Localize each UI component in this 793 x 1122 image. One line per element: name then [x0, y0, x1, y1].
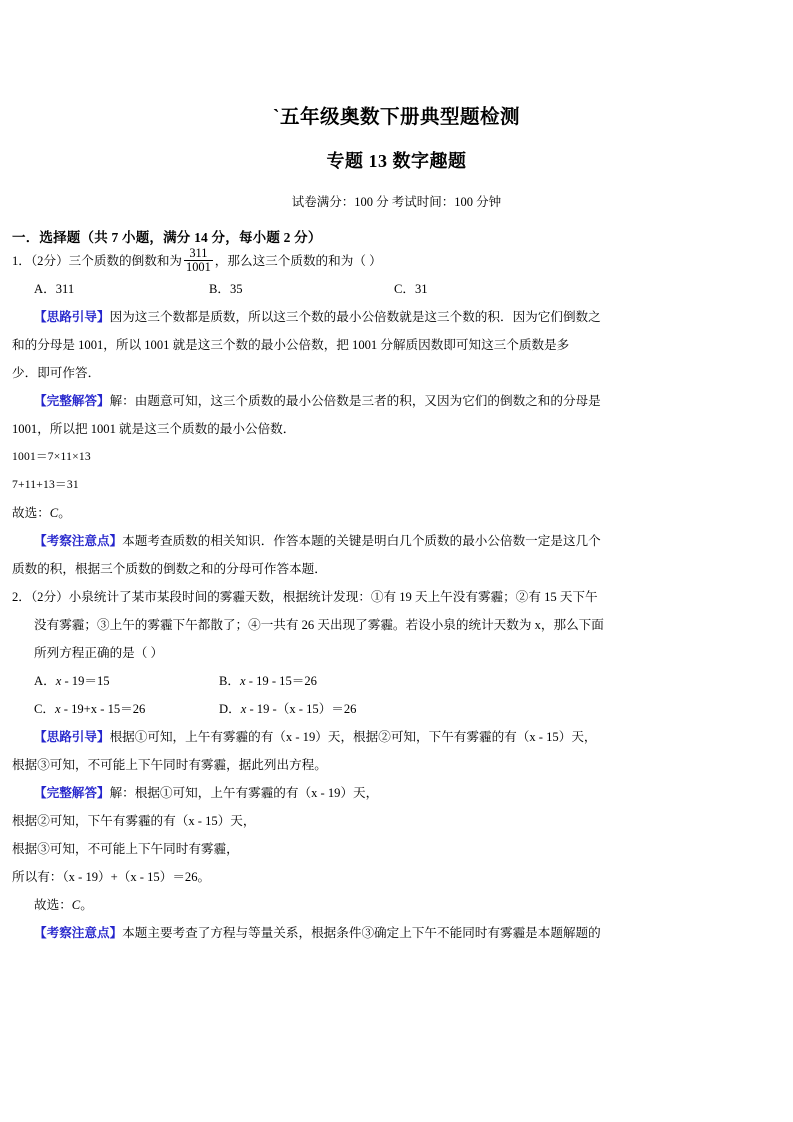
option-a[interactable]	[34, 667, 219, 695]
note-text-1: 本题考查质数的相关知识．作答本题的关键是明白几个质数的最小公倍数一定是这几个	[122, 533, 601, 548]
solution-label: 【完整解答】	[34, 785, 110, 800]
option-b-expr: - 19 - 15＝26	[245, 673, 317, 688]
question-2-solution	[12, 779, 741, 807]
option-c[interactable]: C．31	[394, 281, 428, 296]
idea-text-2: 根据③可知，不可能上下午同时有雾霾，据此列出方程。	[12, 757, 327, 772]
fraction-denominator: 1001	[186, 259, 211, 274]
section-heading: 一．选择题（共 7 小题，满分 14 分，每小题 2 分）	[12, 229, 322, 245]
question-1-stem-before: 1．（2分）三个质数的倒数和为	[12, 253, 183, 268]
exam-info: 试卷满分：100 分 考试时间：100 分钟	[291, 194, 502, 209]
question-2	[0, 583, 793, 947]
option-d-expr: - 19 -（x - 15）＝26	[246, 701, 357, 716]
question-2-stem-line-1: 2．（2分）小泉统计了某市某段时间的雾霾天数，根据统计发现：①有 19 天上午没有雾霾；②有 15 天下午	[12, 589, 598, 604]
question-2-stem-line-2: 没有雾霾；③上午的雾霾下午都散了；④一共有 26 天出现了雾霾。若设小泉的统计天数为 x，那么下面	[34, 617, 604, 632]
solution-text-1: 解：由题意可知，这三个质数的最小公倍数是三者的积，又因为它们的倒数之和的分母是	[109, 393, 601, 408]
option-d-var: x	[240, 701, 247, 716]
option-a-var: x	[55, 673, 62, 688]
question-2-options-row-1	[12, 667, 741, 695]
solution-text-3: 根据③可知，不可能上下午同时有雾霾，	[12, 841, 239, 856]
question-1	[0, 247, 793, 583]
solution-text-2-line	[12, 415, 741, 443]
question-2-stem-line-3: 所列方程正确的是（ ）	[34, 645, 164, 660]
page-subtitle: 专题 13 数字趣题	[326, 151, 467, 172]
question-2-choose	[12, 891, 741, 919]
idea-label: 【思路引导】	[34, 729, 110, 744]
solution-label: 【完整解答】	[34, 393, 110, 408]
question-2-options-row-2	[12, 695, 741, 723]
solution-text-4-line	[12, 863, 741, 891]
choose-answer: C	[49, 505, 59, 520]
choose-answer: C	[71, 897, 81, 912]
math-line-1: 1001＝7×11×13	[12, 449, 91, 463]
solution-text-2-line	[12, 807, 741, 835]
idea-text-3-line	[12, 359, 741, 387]
math-line-2: 7+11+13＝31	[12, 477, 79, 491]
question-2-idea	[12, 723, 741, 751]
solution-text-4: 所以有：（x - 19）+（x - 15）＝26。	[12, 869, 211, 884]
solution-text-1: 解：根据①可知，上午有雾霾的有（x - 19）天，	[109, 785, 379, 800]
option-a-prefix: A．	[34, 673, 56, 688]
option-d-prefix: D．	[219, 701, 241, 716]
solution-text-2: 根据②可知，下午有雾霾的有（x - 15）天，	[12, 813, 256, 828]
question-1-stem-after: ，那么这三个质数的和为（ ）	[214, 253, 382, 268]
idea-text-2-line	[12, 751, 741, 779]
solution-text-2: 1001，所以把 1001 就是这三个质数的最小公倍数．	[12, 421, 296, 436]
question-1-solution	[12, 387, 741, 415]
choose-tail: 。	[58, 505, 71, 520]
option-b-var: x	[240, 673, 246, 688]
note-text-1: 本题主要考查了方程与等量关系，根据条件③确定上下午不能同时有雾霾是本题解题的	[122, 925, 601, 940]
option-b-prefix: B．	[219, 673, 240, 688]
page-title: `五年级奥数下册典型题检测	[273, 107, 520, 128]
question-2-note	[12, 919, 741, 947]
option-c-var: x	[55, 701, 61, 716]
question-1-note	[12, 527, 741, 555]
idea-text-1: 因为这三个数都是质数，所以这三个数的最小公倍数就是这三个数的积．因为它们倒数之	[109, 309, 601, 324]
option-c[interactable]	[34, 695, 219, 723]
option-d[interactable]	[219, 695, 356, 723]
note-text-2: 质数的积，根据三个质数的倒数之和的分母可作答本题．	[12, 561, 327, 576]
idea-text-2: 和的分母是 1001，所以 1001 就是这三个数的最小公倍数，把 1001 分解质因数即可知这三个质数是多	[12, 337, 570, 352]
option-b[interactable]: B．35	[209, 281, 243, 296]
option-b[interactable]	[219, 667, 317, 695]
idea-text-2-line	[12, 331, 741, 359]
note-text-2-line	[12, 555, 741, 583]
choose-tail: 。	[80, 897, 93, 912]
fraction-311-1001	[184, 247, 213, 275]
option-a[interactable]: A．311	[34, 281, 75, 296]
option-c-expr: - 19+x - 15＝26	[60, 701, 146, 716]
idea-label: 【思路引导】	[34, 309, 110, 324]
note-label: 【考察注意点】	[34, 925, 123, 940]
option-c-prefix: C．	[34, 701, 55, 716]
choose-label: 故选：	[12, 505, 50, 520]
question-1-idea	[12, 303, 741, 331]
idea-text-1: 根据①可知，上午有雾霾的有（x - 19）天，根据②可知，下午有雾霾的有（x - 15）天，	[109, 729, 597, 744]
question-1-stem	[12, 247, 741, 275]
fraction-numerator: 311	[189, 245, 208, 260]
question-1-choose	[12, 499, 741, 527]
question-1-options	[12, 275, 741, 303]
note-label: 【考察注意点】	[34, 533, 123, 548]
option-a-expr: - 19＝15	[61, 673, 110, 688]
idea-text-3: 少．即可作答．	[12, 365, 101, 380]
choose-label: 故选：	[34, 897, 72, 912]
solution-text-3-line	[12, 835, 741, 863]
